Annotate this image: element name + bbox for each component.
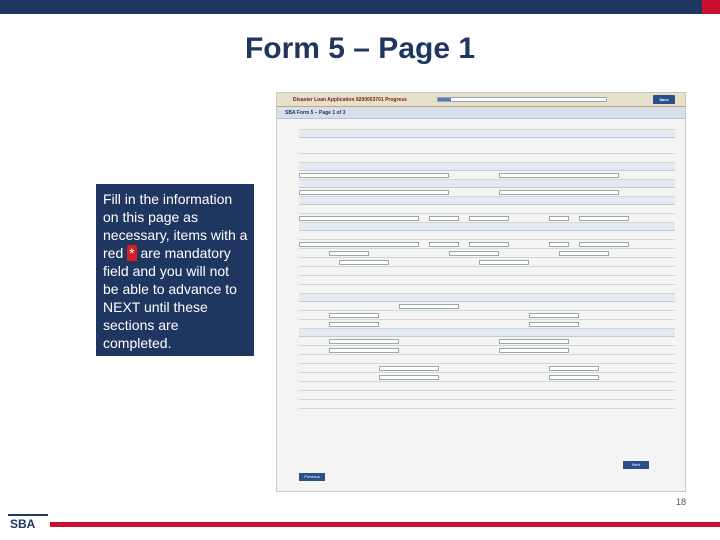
progress-fill [438, 98, 451, 101]
text-input[interactable] [499, 190, 619, 195]
form-screenshot-footer [299, 462, 679, 483]
text-input[interactable] [299, 242, 419, 247]
text-input[interactable] [299, 190, 449, 195]
text-input[interactable] [379, 366, 439, 371]
form-row [299, 302, 675, 311]
form-row [299, 240, 675, 249]
form-row [299, 391, 675, 400]
text-input[interactable] [299, 173, 449, 178]
sba-logo-icon [8, 514, 48, 534]
text-input[interactable] [479, 260, 529, 265]
text-input[interactable] [549, 375, 599, 380]
instruction-callout [96, 184, 254, 356]
form-row [299, 249, 675, 258]
form-screenshot-title: Disaster Loan Application 9200003701 Progress [293, 97, 407, 103]
form-row [299, 121, 675, 130]
save-button[interactable]: Save [653, 95, 675, 104]
previous-button[interactable]: Previous [299, 473, 325, 481]
text-input[interactable] [329, 251, 369, 256]
form-section [299, 294, 675, 302]
text-input[interactable] [329, 339, 399, 344]
form-section [299, 163, 675, 171]
form-row [299, 285, 675, 294]
form-row [299, 400, 675, 409]
text-input[interactable] [579, 242, 629, 247]
form-row [299, 373, 675, 382]
svg-text:SBA: SBA [10, 517, 36, 531]
form-row [299, 311, 675, 320]
progress-bar [437, 97, 607, 102]
text-input[interactable] [499, 339, 569, 344]
form-section [299, 329, 675, 337]
required-marker: * [129, 245, 135, 261]
text-input[interactable] [549, 242, 569, 247]
form-row [299, 258, 675, 267]
text-input[interactable] [469, 242, 509, 247]
text-input[interactable] [499, 348, 569, 353]
callout-text-start: Fill in the information on this page as necessary, items with a red [103, 191, 248, 261]
text-input[interactable] [329, 313, 379, 318]
footer-bar [50, 522, 720, 527]
text-input[interactable] [329, 322, 379, 327]
text-input[interactable] [299, 216, 419, 221]
form-screenshot-header [277, 93, 685, 107]
form-section [299, 223, 675, 231]
form-row [299, 214, 675, 223]
form-row [299, 355, 675, 364]
form-screenshot-subtitle: SBA Form 5 – Page 1 of 3 [277, 107, 685, 119]
form-row [299, 154, 675, 163]
form-row [299, 382, 675, 391]
text-input[interactable] [579, 216, 629, 221]
form-section [299, 130, 675, 138]
text-input[interactable] [449, 251, 499, 256]
text-input[interactable] [399, 304, 459, 309]
form-screenshot-body [277, 119, 685, 409]
form-row [299, 138, 675, 154]
form-row [299, 276, 675, 285]
form-row [299, 346, 675, 355]
text-input[interactable] [339, 260, 389, 265]
form-row [299, 267, 675, 276]
top-banner [0, 0, 720, 14]
form-screenshot [276, 92, 686, 492]
form-row [299, 364, 675, 373]
text-input[interactable] [379, 375, 439, 380]
form-section [299, 180, 675, 188]
form-section [299, 197, 675, 205]
form-row [299, 205, 675, 214]
form-row [299, 337, 675, 346]
text-input[interactable] [529, 313, 579, 318]
callout-text-end: are mandatory field and you will not be able to advance to NEXT until these sections are completed. [103, 245, 237, 351]
slide-title: Form 5 – Page 1 [244, 32, 476, 65]
text-input[interactable] [329, 348, 399, 353]
text-input[interactable] [429, 242, 459, 247]
form-row [299, 320, 675, 329]
text-input[interactable] [529, 322, 579, 327]
text-input[interactable] [469, 216, 509, 221]
text-input[interactable] [429, 216, 459, 221]
text-input[interactable] [549, 366, 599, 371]
text-input[interactable] [499, 173, 619, 178]
text-input[interactable] [559, 251, 609, 256]
next-button[interactable]: Next [623, 461, 649, 469]
text-input[interactable] [549, 216, 569, 221]
form-row [299, 171, 675, 180]
slide-number: 18 [676, 497, 687, 507]
form-row [299, 188, 675, 197]
top-banner-accent [702, 0, 720, 14]
form-row [299, 231, 675, 240]
